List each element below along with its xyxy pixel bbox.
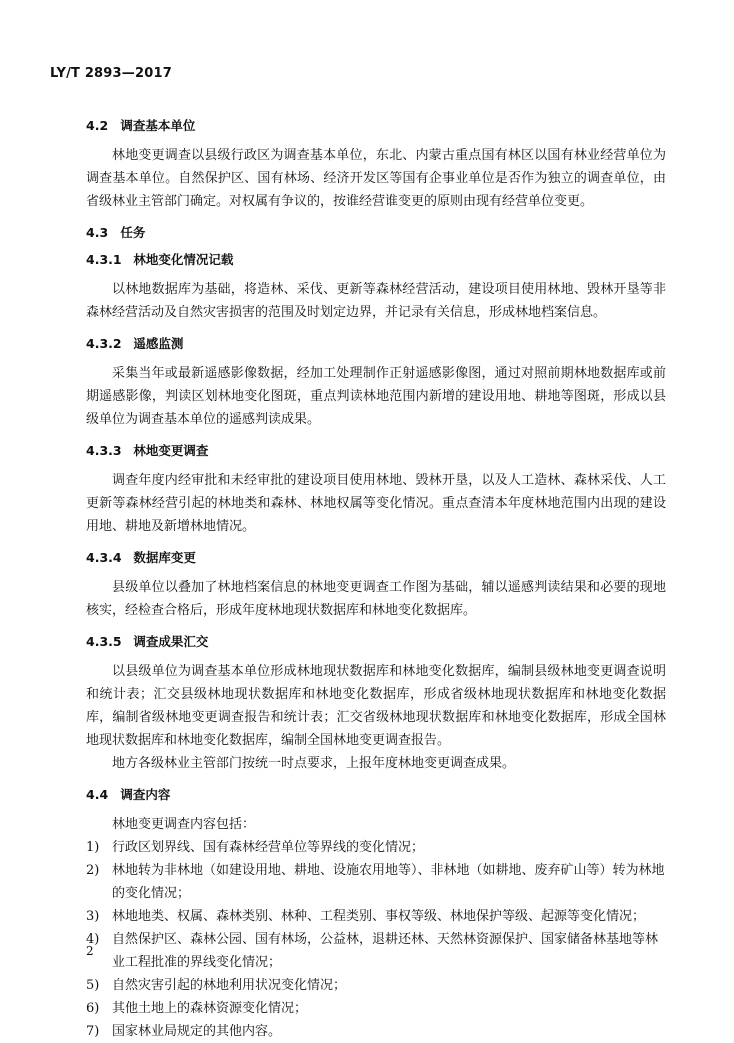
list-item: [86, 974, 666, 997]
section-number: 4.4: [86, 787, 109, 802]
paragraph-forest-change-survey: 调查年度内经审批和未经审批的建设项目使用林地、毁林开垦，以及人工造林、森林采伐、人工更新等森林经营引起的林地类和森林、林地权属等变化情况。重点查清本年度林地范围内出现的建设用地、耕地及新增林地情况。: [86, 473, 666, 534]
section-heading-4-3-3: [86, 441, 666, 461]
document-body: [86, 116, 666, 1043]
section-number: 4.3.5: [86, 634, 122, 649]
list-item: [86, 905, 666, 928]
paragraph-database-change: 县级单位以叠加了林地档案信息的林地变更调查工作图为基础，辅以遥感判读结果和必要的现地核实，经检查合格后，形成年度林地现状数据库和林地变化数据库。: [86, 580, 666, 618]
section-heading-4-3-2: [86, 334, 666, 354]
section-number: 4.3: [86, 225, 109, 240]
section-heading-4-3-4: [86, 548, 666, 568]
section-title: 遥感监测: [133, 336, 184, 351]
section-title: 调查成果汇交: [133, 634, 209, 649]
paragraph-results-report: 地方各级林业主管部门按统一时点要求，上报年度林地变更调查成果。: [112, 756, 516, 771]
section-number: 4.3.4: [86, 550, 122, 565]
paragraph-results-submission: 以县级单位为调查基本单位形成林地现状数据库和林地变化数据库，编制县级林地变更调查说明和统计表；汇交县级林地现状数据库和林地变化数据库，形成省级林地现状数据库和林地变化数据库，编制省级林地变更调查报告和统计表；汇交省级林地现状数据库和林地变化数据库，形成全国林地现状数据库和林地变化数据库，编制全国林地变更调查报告。: [86, 664, 666, 748]
list-item-number: 6): [86, 1001, 100, 1016]
list-item-number: 5): [86, 978, 100, 993]
section-title: 调查基本单位: [120, 118, 196, 133]
list-item-text: 林地转为非林地（如建设用地、耕地、设施农用地等）、非林地（如耕地、废弃矿山等）转为林地的变化情况；: [112, 863, 665, 901]
list-item-text: 行政区划界线、国有森林经营单位等界线的变化情况；: [112, 840, 425, 855]
list-item: [86, 928, 666, 974]
section-heading-4-4: [86, 785, 666, 805]
section-number: 4.3.2: [86, 336, 122, 351]
list-item-number: 1): [86, 840, 100, 855]
paragraph-survey-unit: 林地变更调查以县级行政区为调查基本单位，东北、内蒙古重点国有林区以国有林业经营单位为调查基本单位。自然保护区、国有林场、经济开发区等国有企事业单位是否作为独立的调查单位，由省级林业主管部门确定。对权属有争议的，按谁经营谁变更的原则由现有经营单位变更。: [86, 148, 666, 209]
section-heading-4-3: [86, 223, 666, 243]
list-item-number: 4): [86, 932, 100, 947]
list-item-number: 2): [86, 863, 100, 878]
paragraph-remote-sensing: 采集当年或最新遥感影像数据，经加工处理制作正射遥感影像图，通过对照前期林地数据库或前期遥感影像，判读区划林地变化图斑，重点判读林地范围内新增的建设用地、耕地等图斑，形成以县级单位为调查基本单位的遥感判读成果。: [86, 366, 666, 427]
section-number: 4.3.1: [86, 252, 122, 267]
section-title: 林地变更调查: [133, 443, 209, 458]
section-heading-4-3-5: [86, 632, 666, 652]
list-item: [86, 1020, 666, 1043]
list-item: [86, 836, 666, 859]
list-item: [86, 997, 666, 1020]
page-number: 2: [86, 944, 94, 958]
section-heading-4-2: [86, 116, 666, 136]
section-title: 调查内容: [120, 787, 171, 802]
list-item-text: 其他土地上的森林资源变化情况；: [112, 1001, 308, 1016]
section-title: 林地变化情况记载: [133, 252, 234, 267]
paragraph-forest-change-record: 以林地数据库为基础，将造林、采伐、更新等森林经营活动，建设项目使用林地、毁林开垦等非森林经营活动及自然灾害损害的范围及时划定边界，并记录有关信息，形成林地档案信息。: [86, 282, 666, 320]
section-title: 数据库变更: [133, 550, 196, 565]
list-item-text: 国家林业局规定的其他内容。: [112, 1024, 282, 1039]
list-item-text: 林地地类、权属、森林类别、林种、工程类别、事权等级、林地保护等级、起源等变化情况；: [112, 909, 646, 924]
section-heading-4-3-1: [86, 250, 666, 270]
paragraph-content-intro: 林地变更调查内容包括：: [112, 817, 256, 832]
list-item-number: 7): [86, 1024, 100, 1039]
survey-content-list: [86, 836, 666, 1043]
section-title: 任务: [120, 225, 146, 240]
standard-code-header: LY/T 2893—2017: [50, 66, 172, 81]
list-item-text: 自然灾害引起的林地利用状况变化情况；: [112, 978, 347, 993]
list-item-text: 自然保护区、森林公园、国有林场，公益林，退耕还林、天然林资源保护、国家储备林基地等林业工程批准的界线变化情况；: [112, 932, 659, 970]
section-number: 4.3.3: [86, 443, 122, 458]
list-item-number: 3): [86, 909, 100, 924]
list-item: [86, 859, 666, 905]
section-number: 4.2: [86, 118, 109, 133]
